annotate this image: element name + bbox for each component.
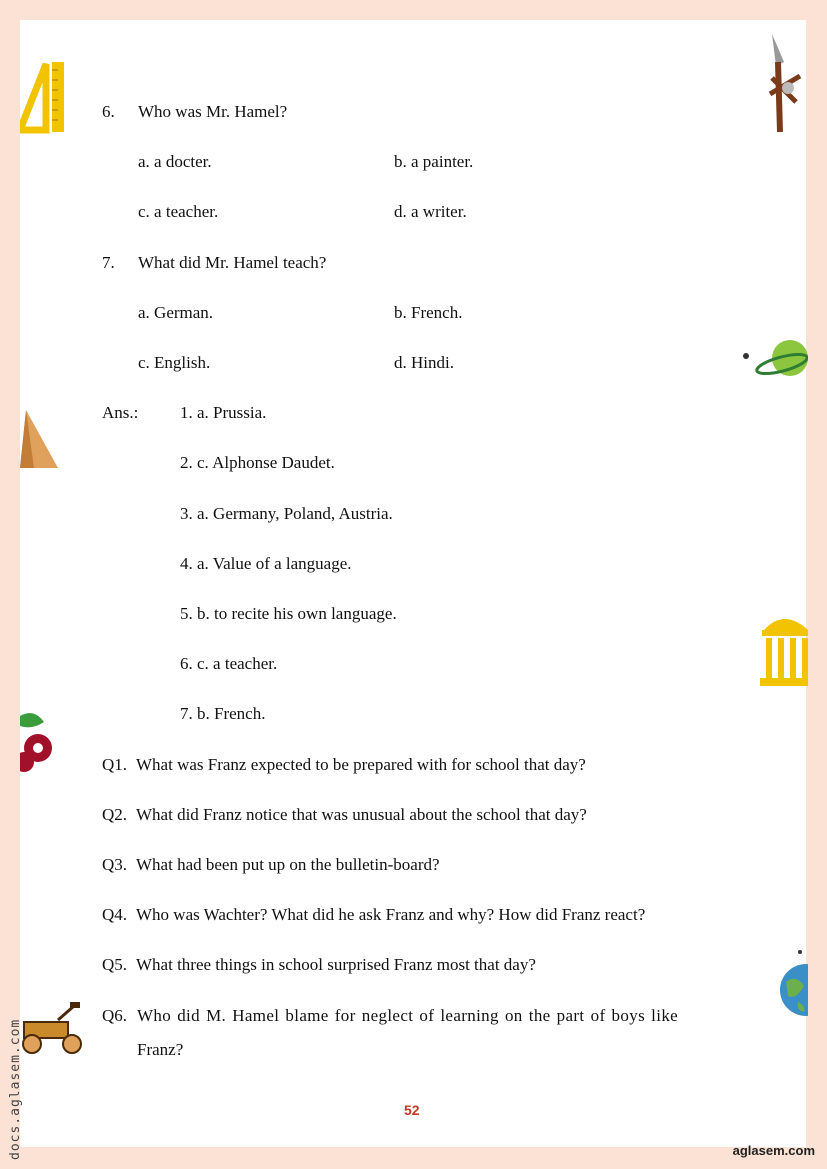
footer-site: aglasem.com (732, 1143, 815, 1158)
spear-icon (766, 32, 810, 136)
planet-icon (740, 334, 808, 384)
long-question-number: Q5. (102, 955, 128, 974)
question-number: 7. (102, 253, 115, 272)
answer-item: 4. a. Value of a language. (180, 554, 352, 573)
pyramid-icon (20, 410, 58, 470)
option-d: d. a writer. (394, 202, 467, 221)
long-question-text: What had been put up on the bulletin-board? (136, 855, 440, 874)
option-b: b. French. (394, 303, 463, 322)
long-question-text: What did Franz notice that was unusual about the school that day? (136, 805, 587, 824)
ruler-icon (20, 60, 66, 134)
long-question-text: Who did M. Hamel blame for neglect of learning on the part of boys like (137, 1006, 679, 1025)
answer-item: 7. b. French. (180, 704, 266, 723)
watermark: docs.aglasem.com (8, 1018, 23, 1160)
question-text: Who was Mr. Hamel? (138, 102, 288, 121)
temple-icon (760, 608, 808, 686)
answer-item: 6. c. a teacher. (180, 654, 278, 673)
long-question-number: Q6. (102, 1006, 128, 1025)
fruit-icon (20, 708, 58, 778)
page-number: 52 (404, 1102, 420, 1118)
answer-item: 3. a. Germany, Poland, Austria. (180, 504, 393, 523)
answer-item: 2. c. Alphonse Daudet. (180, 453, 335, 472)
vehicle-icon (18, 1000, 86, 1056)
long-question-continuation: Franz? (137, 1040, 184, 1059)
answer-item: 1. a. Prussia. (180, 403, 267, 422)
answers-label: Ans.: (102, 403, 139, 422)
question-text: What did Mr. Hamel teach? (138, 253, 327, 272)
answer-item: 5. b. to recite his own language. (180, 604, 397, 623)
option-a: a. German. (138, 303, 214, 322)
question-number: 6. (102, 102, 115, 121)
option-c: c. a teacher. (138, 202, 219, 221)
option-a: a. a docter. (138, 152, 212, 171)
option-c: c. English. (138, 353, 211, 372)
long-question-number: Q3. (102, 855, 128, 874)
page (20, 20, 806, 1147)
long-question-text: What was Franz expected to be prepared with for school that day? (136, 755, 586, 774)
long-question-number: Q4. (102, 905, 128, 924)
option-b: b. a painter. (394, 152, 474, 171)
long-question-number: Q2. (102, 805, 128, 824)
long-question-number: Q1. (102, 755, 128, 774)
globe-icon (778, 946, 808, 1018)
long-question-text: What three things in school surprised Franz most that day? (136, 955, 536, 974)
option-d: d. Hindi. (394, 353, 454, 372)
long-question-text: Who was Wachter? What did he ask Franz and why? How did Franz react? (136, 905, 646, 924)
